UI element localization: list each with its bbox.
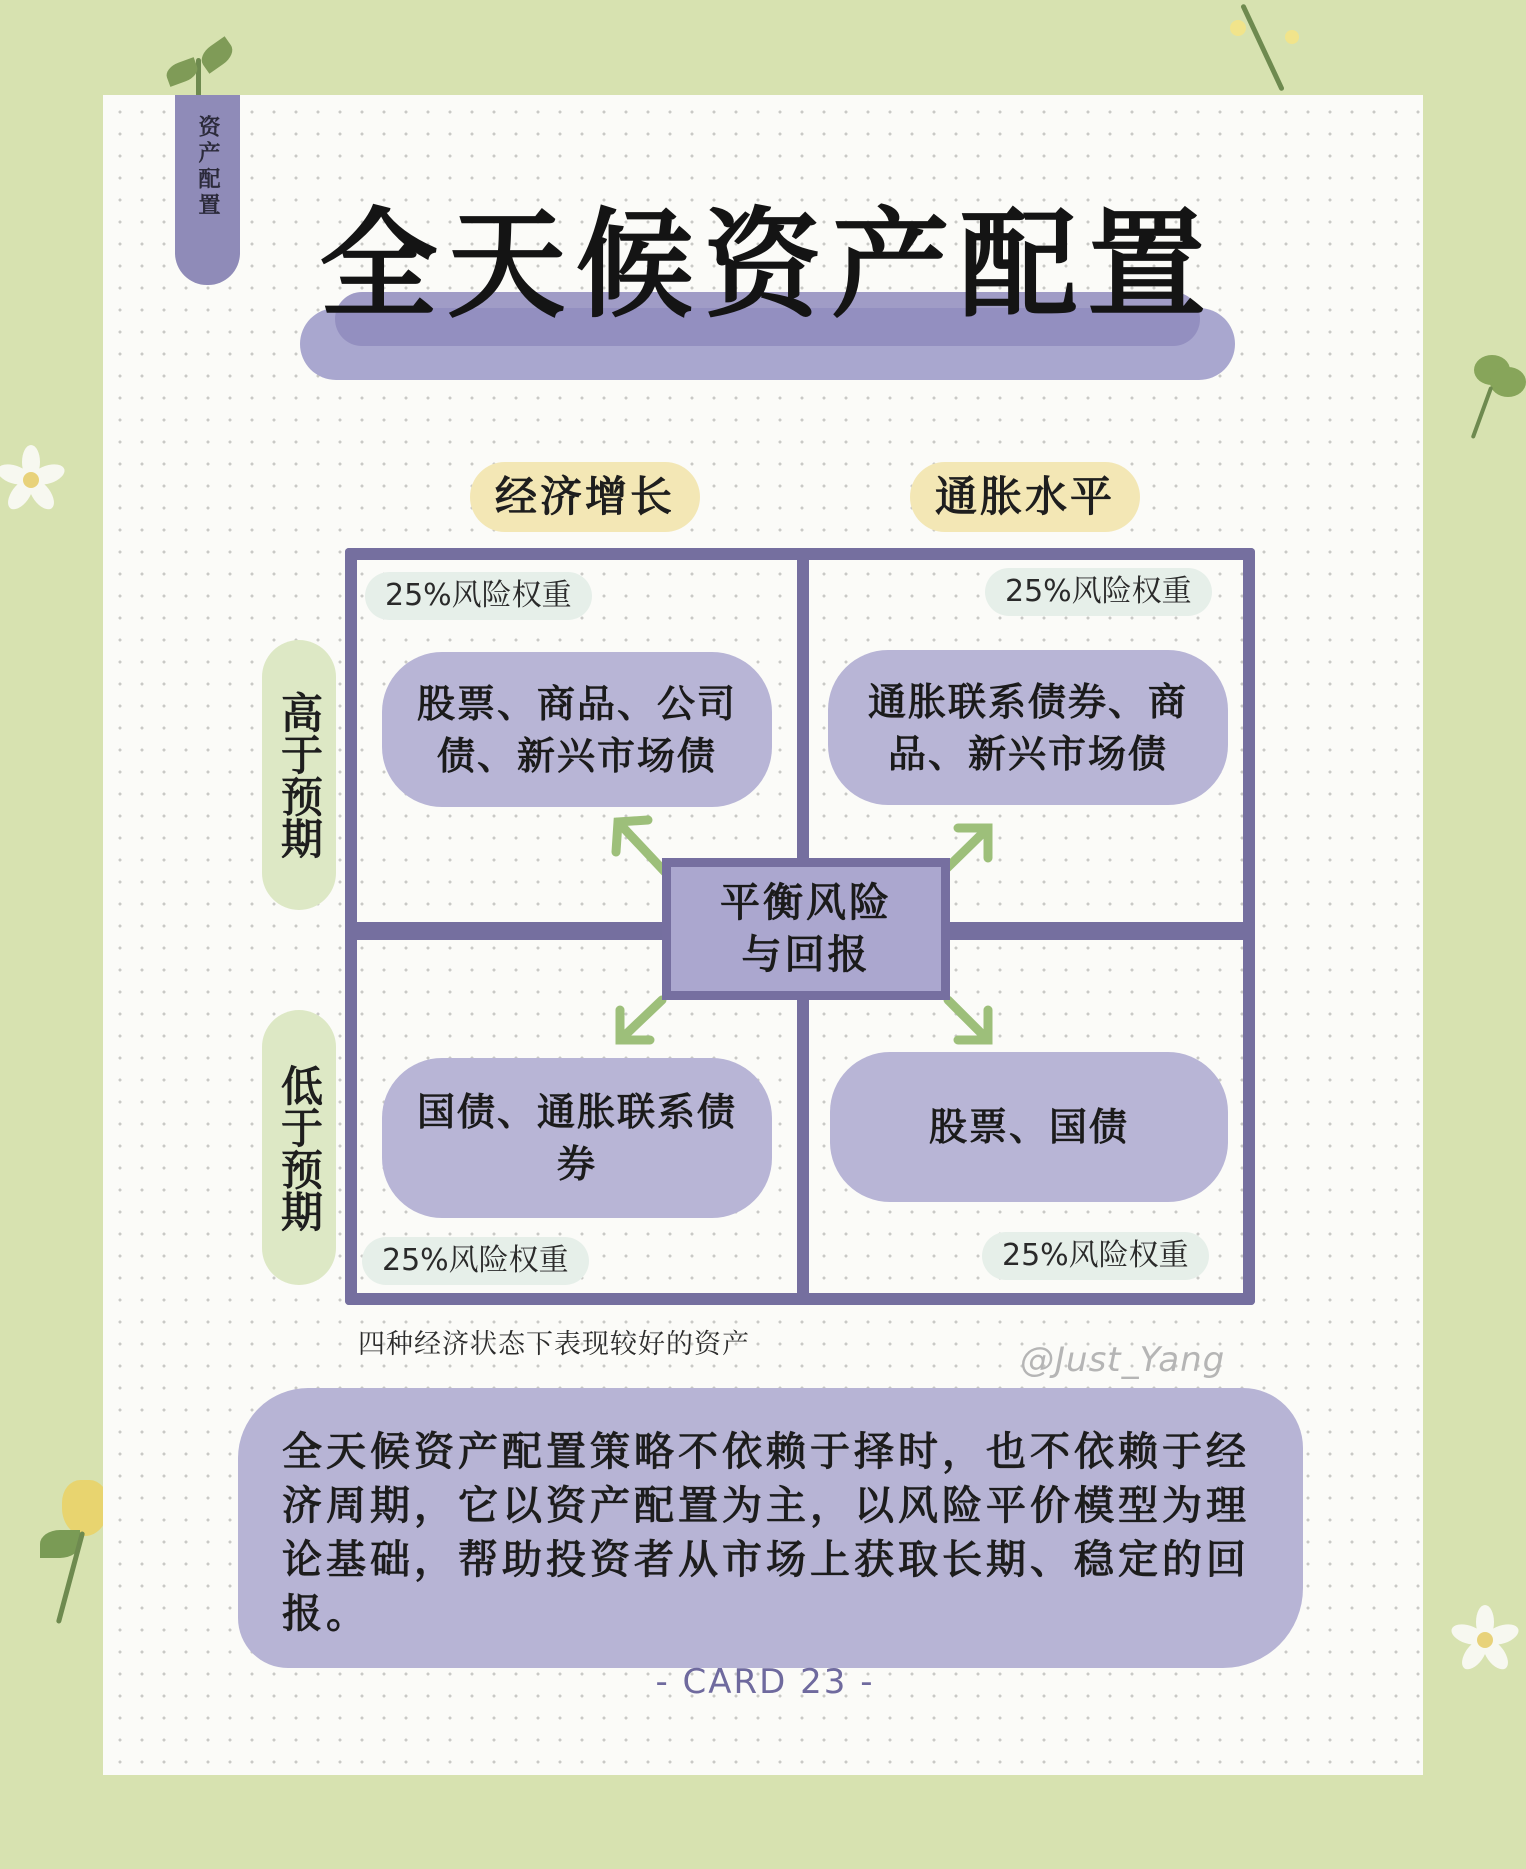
risk-weight-top-left: 25%风险权重 <box>365 572 592 620</box>
arrow-icon-bottom-right <box>948 1000 988 1040</box>
arrow-icon-bottom-left <box>620 1000 662 1040</box>
quadrant-top-right-text: 通胀联系债券、商品、新兴市场债 <box>867 679 1188 776</box>
center-label: 平衡风险与回报 <box>720 880 892 978</box>
card-number: - CARD 23 - <box>655 1662 875 1702</box>
arrow-icon-top-left <box>616 820 665 872</box>
category-tag: 资产配置 <box>175 95 240 285</box>
quadrant-bottom-right-text: 股票、国债 <box>928 1105 1129 1149</box>
page-title: 全天候资产配置 <box>319 196 1216 334</box>
column-header-inflation: 通胀水平 <box>910 462 1140 532</box>
watermark: @Just_Yang <box>1020 1340 1226 1380</box>
diagram-caption: 四种经济状态下表现较好的资产 <box>358 1329 750 1360</box>
quadrant-bottom-left-text: 国债、通胀联系债券 <box>416 1090 737 1186</box>
row-header-above-text: 高于预期 <box>275 691 324 859</box>
risk-weight-bottom-left: 25%风险权重 <box>362 1237 589 1285</box>
risk-weight-bottom-right: 25%风险权重 <box>982 1232 1209 1280</box>
row-header-below-text: 低于预期 <box>275 1063 324 1232</box>
summary-text: 全天候资产配置策略不依赖于择时，也不依赖于经济周期，它以资产配置为主，以风险平价模型为理论基础，帮助投资者从市场上获取长期、稳定的回报。 <box>282 1429 1250 1637</box>
risk-weight-top-right: 25%风险权重 <box>985 568 1212 616</box>
quadrant-top-left-text: 股票、商品、公司债、新兴市场债 <box>416 681 737 778</box>
arrow-icon-top-right <box>945 828 988 870</box>
column-header-growth: 经济增长 <box>470 462 700 532</box>
center-box <box>662 858 950 1000</box>
